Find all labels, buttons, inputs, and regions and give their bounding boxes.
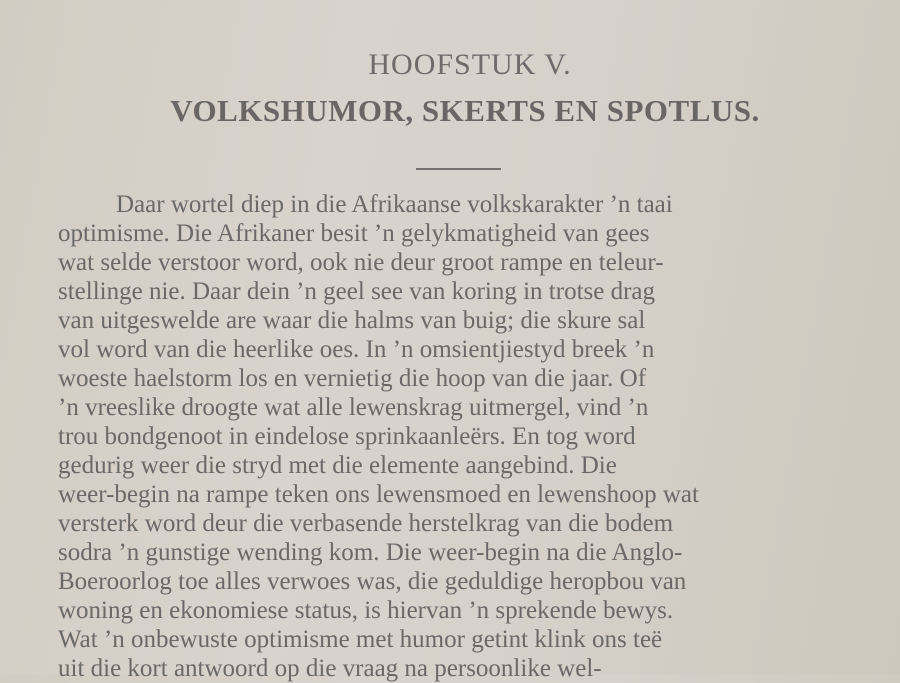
text-line: trou bondgenoot in eindelose sprinkaanleërs. En tog word (58, 423, 636, 450)
text-line: Daar wortel diep in die Afrikaanse volkskarakter ’n taai (116, 191, 673, 218)
text-line: optimisme. Die Afrikaner besit ’n gelykmatigheid van gees (58, 220, 650, 247)
text-line: woeste haelstorm los en vernietig die hoop van die jaar. Of (58, 365, 647, 392)
text-line: ’n vreeslike droogte wat alle lewenskrag uitmergel, vind ’n (58, 394, 649, 421)
text-line: woning en ekonomiese status, is hiervan ’n sprekende bewys. (58, 597, 674, 624)
text-line: van uitgeswelde are waar die halms van buig; die skure sal (58, 307, 646, 334)
text-line: gedurig weer die stryd met die elemente aangebind. Die (58, 452, 617, 479)
text-line: Wat ’n onbewuste optimisme met humor getint klink ons teë (58, 626, 663, 653)
text-line: versterk word deur die verbasende herstelkrag van die bodem (58, 510, 674, 537)
text-line: wat selde verstoor word, ook nie deur groot rampe en teleur- (58, 249, 664, 276)
text-line: weer-begin na rampe teken ons lewensmoed en lewenshoop wat (58, 481, 699, 508)
text-line: Boeroorlog toe alles verwoes was, die geduldige heropbou van (58, 568, 687, 595)
body-paragraph (58, 190, 858, 683)
chapter-number: HOOFSTUK V. (368, 48, 572, 81)
title-divider (416, 168, 501, 170)
text-line: stellinge nie. Daar dein ’n geel see van koring in trotse drag (58, 278, 656, 305)
text-line: sodra ’n gunstige wending kom. Die weer-begin na die Anglo- (58, 539, 683, 566)
chapter-title: VOLKSHUMOR, SKERTS EN SPOTLUS. (170, 93, 760, 128)
text-line: uit die kort antwoord op die vraag na persoonlike wel- (58, 655, 602, 682)
text-line: vol word van die heerlike oes. In ’n omsientjiestyd breek ’n (58, 336, 655, 363)
